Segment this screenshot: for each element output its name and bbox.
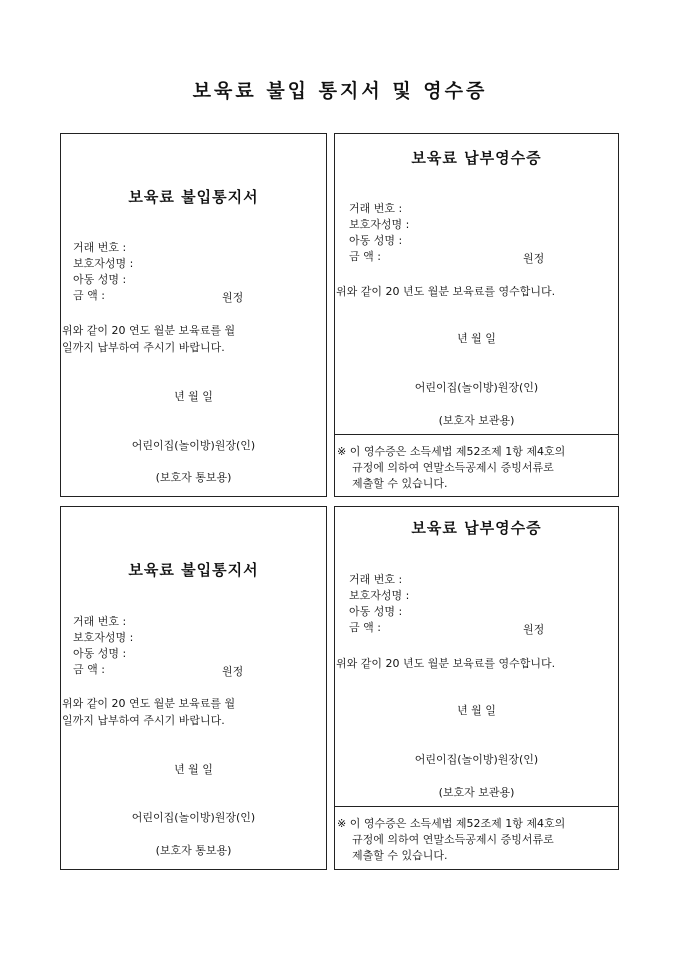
receipt-note-line1: ※ 이 영수증은 소득세법 제52조제 1항 제4호의 <box>337 817 566 830</box>
receipt-field-transaction-number: 거래 번호 : <box>349 573 403 586</box>
notice-amount-unit: 원정 <box>222 665 244 678</box>
receipt-field-child-name: 아동 성명 : <box>349 605 403 618</box>
receipt-form-top <box>334 133 619 497</box>
notice-amount-unit: 원정 <box>222 291 244 304</box>
notice-heading: 보육료 불입통지서 <box>128 561 259 579</box>
receipt-date: 년 월 일 <box>457 332 496 345</box>
receipt-amount-unit: 원정 <box>523 623 545 636</box>
receipt-statement: 위와 같이 20 년도 월분 보육료를 영수합니다. <box>336 285 556 298</box>
receipt-field-amount: 금 액 : <box>349 250 381 263</box>
receipt-amount-unit: 원정 <box>523 252 545 265</box>
notice-signature: 어린이집(놀이방)원장(인) <box>131 811 256 824</box>
notice-field-child-name: 아동 성명 : <box>73 273 127 286</box>
notice-copy-label: (보호자 통보용) <box>155 844 232 857</box>
notice-field-amount: 금 액 : <box>73 663 105 676</box>
receipt-signature: 어린이집(놀이방)원장(인) <box>414 381 539 394</box>
notice-copy-label: (보호자 통보용) <box>155 471 232 484</box>
notice-field-transaction-number: 거래 번호 : <box>73 615 127 628</box>
receipt-field-transaction-number: 거래 번호 : <box>349 202 403 215</box>
receipt-note-box <box>335 434 618 497</box>
notice-field-guardian-name: 보호자성명 : <box>73 631 134 644</box>
notice-field-transaction-number: 거래 번호 : <box>73 241 127 254</box>
receipt-heading: 보육료 납부영수증 <box>411 519 542 537</box>
receipt-field-guardian-name: 보호자성명 : <box>349 589 410 602</box>
receipt-date: 년 월 일 <box>457 704 496 717</box>
notice-form-top <box>60 133 327 497</box>
notice-field-amount: 금 액 : <box>73 289 105 302</box>
receipt-field-guardian-name: 보호자성명 : <box>349 218 410 231</box>
notice-statement-line1: 위와 같이 20 연도 월분 보육료를 월 <box>62 697 236 710</box>
notice-date: 년 월 일 <box>174 390 213 403</box>
receipt-form-bottom <box>334 506 619 870</box>
receipt-note-line2: 규정에 의하여 연말소득공제시 증빙서류로 <box>352 461 554 474</box>
receipt-note-line3: 제출할 수 있습니다. <box>352 849 448 862</box>
receipt-signature: 어린이집(놀이방)원장(인) <box>414 753 539 766</box>
notice-signature: 어린이집(놀이방)원장(인) <box>131 439 256 452</box>
notice-form-bottom <box>60 506 327 870</box>
notice-statement-line1: 위와 같이 20 연도 월분 보육료를 월 <box>62 324 236 337</box>
receipt-copy-label: (보호자 보관용) <box>438 786 515 799</box>
receipt-note-line3: 제출할 수 있습니다. <box>352 477 448 490</box>
receipt-note-box <box>335 806 618 870</box>
receipt-copy-label: (보호자 보관용) <box>438 414 515 427</box>
notice-statement-line2: 일까지 납부하여 주시기 바랍니다. <box>62 714 225 727</box>
notice-statement-line2: 일까지 납부하여 주시기 바랍니다. <box>62 341 225 354</box>
notice-date: 년 월 일 <box>174 763 213 776</box>
receipt-heading: 보육료 납부영수증 <box>411 149 542 167</box>
notice-field-guardian-name: 보호자성명 : <box>73 257 134 270</box>
notice-heading: 보육료 불입통지서 <box>128 188 259 206</box>
receipt-field-amount: 금 액 : <box>349 621 381 634</box>
receipt-statement: 위와 같이 20 년도 월분 보육료를 영수합니다. <box>336 657 556 670</box>
notice-field-child-name: 아동 성명 : <box>73 647 127 660</box>
receipt-field-child-name: 아동 성명 : <box>349 234 403 247</box>
document-title: 보육료 불입 통지서 및 영수증 <box>192 80 488 102</box>
receipt-note-line2: 규정에 의하여 연말소득공제시 증빙서류로 <box>352 833 554 846</box>
receipt-note-line1: ※ 이 영수증은 소득세법 제52조제 1항 제4호의 <box>337 445 566 458</box>
